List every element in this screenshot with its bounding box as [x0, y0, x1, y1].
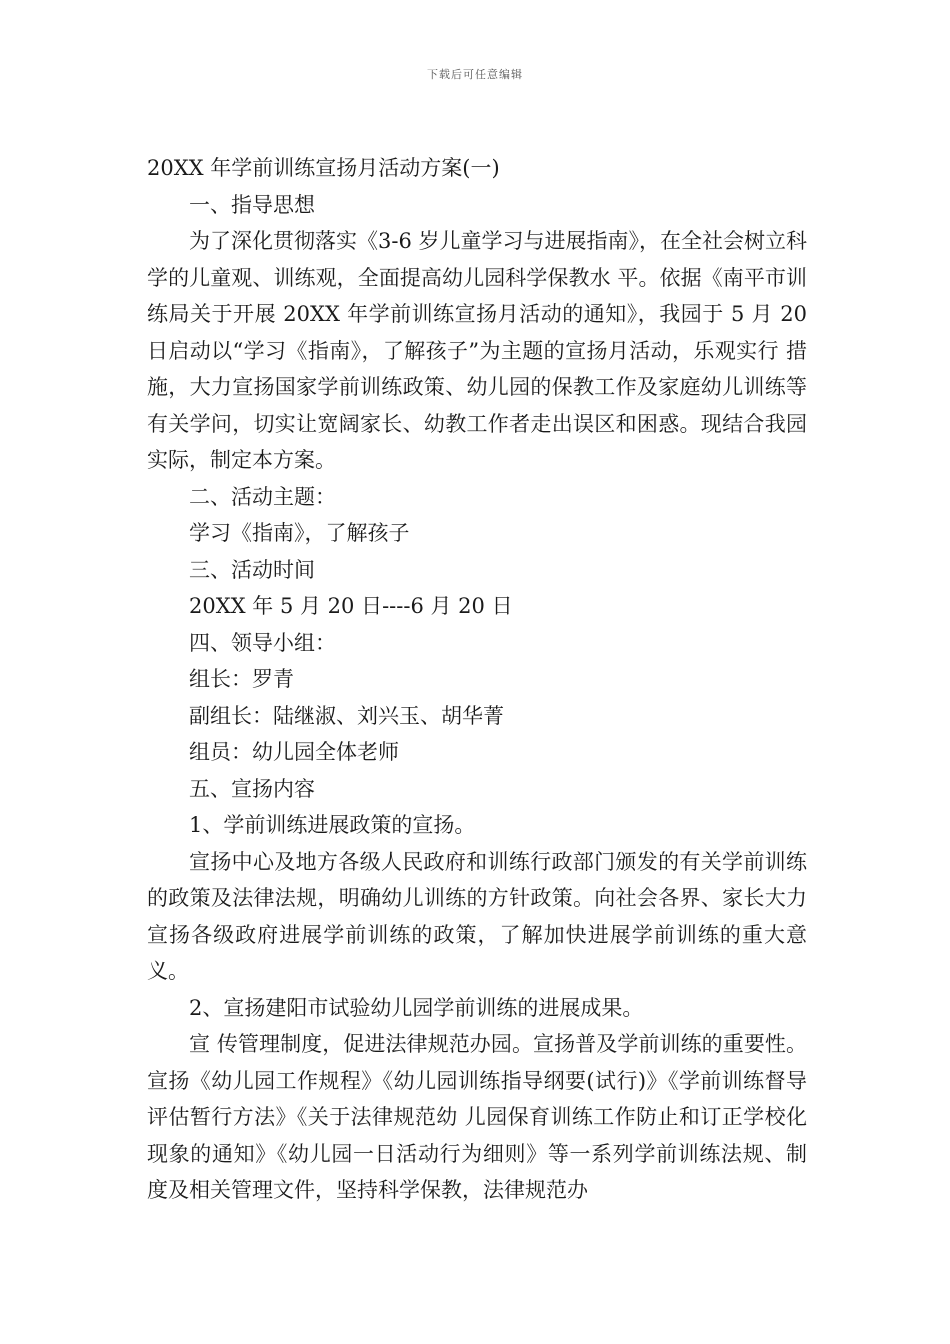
section-heading-guiding-thought: 一、指导思想	[189, 192, 315, 217]
vice-leader-line: 副组长：陆继淑、刘兴玉、胡华菁	[189, 703, 504, 728]
members-line: 组员：幼儿园全体老师	[189, 740, 399, 764]
section-heading-publicity-content: 五、宣扬内容	[189, 776, 315, 801]
document-body	[147, 150, 807, 1209]
paragraph-guiding-thought: 为了深化贯彻落实《3-6 岁儿童学习与进展指南》，在全社会树立科学的儿童观、训练观，全面提高幼儿园科学保教水 平。依据《南平市训练局关于开展 20XX 年学前训练宣扬月活动的通知》，我园于 5 月 20 日启动以“学习《指南》，了解孩子”为主题的宣扬月活动，乐观实行 措施，大力宣扬国家学前训练政策、幼儿园的保教工作及家庭幼儿训练等有关学问，切实让宽阔家长、幼教工作者走出误区和困惑。现结合我园实际，制定本方案。	[147, 229, 807, 472]
section-heading-leadership-group: 四、领导小组：	[189, 630, 336, 655]
activity-time-text: 20XX 年 5 月 20 日----6 月 20 日	[189, 594, 513, 618]
item1-heading: 1、学前训练进展政策的宣扬。	[189, 813, 476, 837]
item2-heading: 2、宣扬建阳市试验幼儿园学前训练的进展成果。	[189, 995, 644, 1020]
item2-paragraph: 宣 传管理制度，促进法律规范办园。宣扬普及学前训练的重要性。宣扬《幼儿园工作规程》《幼儿园训练指导纲要(试行)》《学前训练督导评估暂行方法》《关于法律规范幼 儿园保育训练工作防止和订正学校化现象的通知》《幼儿园一日活动行为细则》等一系列学前训练法规、制度及相关管理文件，坚持科学保教，法律规范办	[147, 1032, 807, 1202]
activity-theme-text: 学习《指南》，了解孩子	[189, 521, 410, 545]
leader-line: 组长：罗青	[189, 667, 294, 691]
section-heading-activity-time: 三、活动时间	[189, 557, 315, 582]
download-note: 下载后可任意编辑	[427, 68, 523, 81]
document-title: 20XX 年学前训练宣扬月活动方案(一)	[147, 156, 500, 180]
item1-paragraph: 宣扬中心及地方各级人民政府和训练行政部门颁发的有关学前训练的政策及法律法规，明确幼儿训练的方针政策。向社会各界、家长大力宣扬各级政府进展学前训练的政策，了解加快进展学前训练的重大意义。	[147, 849, 807, 983]
section-heading-activity-theme: 二、活动主题：	[189, 484, 336, 509]
